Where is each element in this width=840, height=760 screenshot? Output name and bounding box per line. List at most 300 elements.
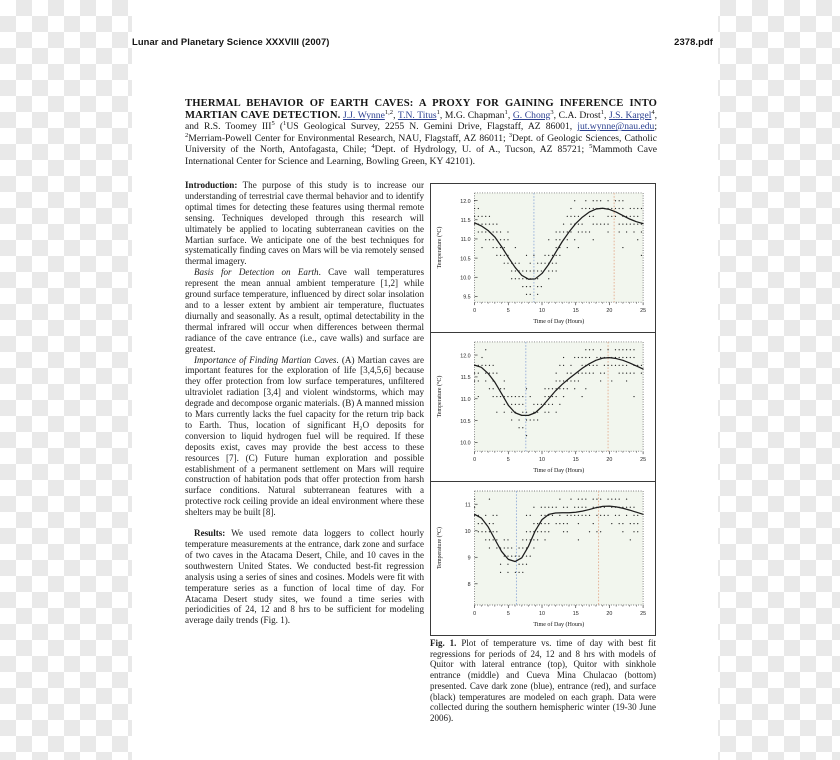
data-point xyxy=(544,388,545,389)
data-point xyxy=(511,278,512,279)
ytick-label-0: 10.0 xyxy=(460,440,471,447)
data-point xyxy=(504,404,505,405)
data-point xyxy=(626,349,627,350)
y-axis-label: Temperature (°C) xyxy=(436,375,443,418)
data-point xyxy=(607,499,608,500)
data-point xyxy=(622,208,623,209)
data-point xyxy=(633,349,634,350)
data-point xyxy=(578,539,579,540)
data-point xyxy=(485,365,486,366)
data-point xyxy=(626,357,627,358)
data-point xyxy=(478,396,479,397)
data-point xyxy=(637,224,638,225)
data-point xyxy=(600,349,601,350)
chart-svg-middle xyxy=(431,333,655,481)
data-point xyxy=(619,208,620,209)
data-point xyxy=(493,539,494,540)
data-point xyxy=(530,294,531,295)
data-point xyxy=(522,427,523,428)
data-point xyxy=(537,263,538,264)
y-axis-label: Temperature (°C) xyxy=(436,226,443,269)
author-sup-5: 1 xyxy=(600,108,604,116)
data-point xyxy=(526,556,527,557)
data-point xyxy=(552,396,553,397)
affiliation-2: Merriam-Powell Center for Environmental Research, NAU, Flagstaff, AZ 86011; xyxy=(188,132,506,144)
data-point xyxy=(533,270,534,271)
data-point xyxy=(533,255,534,256)
data-point xyxy=(619,365,620,366)
data-point xyxy=(578,216,579,217)
xtick-label-4: 20 xyxy=(606,610,613,618)
chart-panel-top xyxy=(431,184,655,333)
author-link-wynne[interactable]: J.J. Wynne xyxy=(343,109,385,121)
ytick-label-2: 10.5 xyxy=(460,256,471,263)
data-point xyxy=(541,515,542,516)
data-point xyxy=(511,404,512,405)
data-point xyxy=(518,263,519,264)
data-point xyxy=(500,388,501,389)
data-point xyxy=(522,286,523,287)
data-point xyxy=(504,412,505,413)
heading-importance: Importance of Finding Martian Caves xyxy=(194,354,337,365)
affiliation-3: Dept. of Geologic Sciences, Catholic University of the North, Antofagasta, Chile; xyxy=(185,132,657,156)
xtick-label-0: 0 xyxy=(473,610,477,618)
data-point xyxy=(507,396,508,397)
data-point xyxy=(552,404,553,405)
data-point xyxy=(474,373,475,374)
data-point xyxy=(489,547,490,548)
data-point xyxy=(615,208,616,209)
aff-sup-1: 1 xyxy=(283,120,287,127)
data-point xyxy=(518,427,519,428)
data-point xyxy=(556,380,557,381)
data-point xyxy=(500,239,501,240)
data-point xyxy=(581,224,582,225)
xtick-label-1: 5 xyxy=(506,457,510,464)
data-point xyxy=(581,396,582,397)
data-point xyxy=(526,294,527,295)
paragraph-results xyxy=(185,528,424,626)
text-results: We used remote data loggers to collect hourly temperature measurements at the entrance, dark zone and surface of two caves in the Atacama Desert, Chile, and 10 caves in the southwestern United States. We conducted best-fit regression analysis using a series of sines and cosines. Models were fit with temperature series as a function of local time of day. For Atacama Desert study sites, we found a time series with periodicities of 24, 12 and 8 hrs to be sufficient for modeling average daily trends (Fig. 1). xyxy=(185,528,424,626)
data-point xyxy=(530,263,531,264)
data-point xyxy=(559,404,560,405)
figure-1 xyxy=(430,183,656,636)
data-point xyxy=(511,396,512,397)
chart-svg-top xyxy=(431,184,655,332)
data-point xyxy=(544,531,545,532)
xtick-label-2: 10 xyxy=(539,308,545,315)
data-point xyxy=(533,507,534,508)
data-point xyxy=(478,216,479,217)
data-point xyxy=(500,255,501,256)
data-point xyxy=(630,539,631,540)
ytick-label-2: 10 xyxy=(464,529,471,536)
data-point xyxy=(622,531,623,532)
data-point xyxy=(637,515,638,516)
data-point xyxy=(637,239,638,240)
data-point xyxy=(563,531,564,532)
ytick-label-3: 11 xyxy=(465,502,471,509)
data-point xyxy=(622,373,623,374)
author-toomey: R.S. Toomey III xyxy=(203,121,272,133)
data-point xyxy=(544,523,545,524)
document-page xyxy=(132,0,718,760)
data-point xyxy=(515,572,516,573)
xtick-label-3: 15 xyxy=(572,457,579,464)
data-point xyxy=(581,365,582,366)
data-point xyxy=(600,373,601,374)
data-point xyxy=(581,507,582,508)
data-point xyxy=(578,357,579,358)
data-point xyxy=(567,507,568,508)
data-point xyxy=(559,255,560,256)
author-link-chong[interactable]: G. Chong xyxy=(512,109,551,121)
data-point xyxy=(633,224,634,225)
xtick-label-1: 5 xyxy=(506,308,510,315)
data-point xyxy=(518,419,519,420)
data-point xyxy=(563,380,564,381)
xtick-label-0: 0 xyxy=(473,308,477,315)
data-point xyxy=(619,231,620,232)
data-point xyxy=(585,200,586,201)
data-point xyxy=(530,396,531,397)
data-point xyxy=(585,349,586,350)
paper-title: THERMAL BEHAVIOR OF EARTH CAVES: A PROXY FOR GAINING INFERENCE INTO MARTIAN CAVE DETECTION. xyxy=(185,98,657,121)
data-point xyxy=(570,499,571,500)
data-point xyxy=(611,365,612,366)
data-point xyxy=(619,373,620,374)
data-point xyxy=(626,515,627,516)
data-point xyxy=(489,224,490,225)
data-point xyxy=(585,499,586,500)
data-point xyxy=(507,556,508,557)
data-point xyxy=(504,380,505,381)
data-point xyxy=(581,208,582,209)
data-point xyxy=(478,531,479,532)
data-point xyxy=(574,507,575,508)
author-link-kargel[interactable]: J.S. Kargel xyxy=(608,109,652,121)
data-point xyxy=(596,357,597,358)
data-point xyxy=(530,531,531,532)
data-point xyxy=(548,404,549,405)
data-point xyxy=(511,270,512,271)
data-point xyxy=(559,239,560,240)
data-point xyxy=(537,404,538,405)
data-point xyxy=(526,286,527,287)
data-point xyxy=(641,373,642,374)
data-point xyxy=(581,515,582,516)
data-point xyxy=(607,224,608,225)
aff-sup-4: 4 xyxy=(371,143,375,151)
data-point xyxy=(552,388,553,389)
data-point xyxy=(485,349,486,350)
data-point xyxy=(544,507,545,508)
author-email-link[interactable]: jut.wynne@nau.edu xyxy=(577,121,655,133)
data-point xyxy=(504,547,505,548)
data-point xyxy=(637,208,638,209)
data-point xyxy=(574,216,575,217)
data-point xyxy=(507,231,508,232)
data-point xyxy=(600,515,601,516)
data-point xyxy=(481,216,482,217)
xtick-label-5: 25 xyxy=(640,308,647,315)
data-point xyxy=(559,380,560,381)
data-point xyxy=(518,278,519,279)
data-point xyxy=(489,388,490,389)
data-point xyxy=(526,531,527,532)
data-point xyxy=(574,380,575,381)
data-point xyxy=(567,239,568,240)
data-point xyxy=(585,357,586,358)
data-point xyxy=(544,515,545,516)
data-point xyxy=(581,373,582,374)
data-point xyxy=(596,365,597,366)
data-point xyxy=(507,547,508,548)
data-point xyxy=(556,396,557,397)
data-point xyxy=(537,523,538,524)
data-point xyxy=(533,547,534,548)
xtick-label-3: 15 xyxy=(572,610,579,618)
data-point xyxy=(537,419,538,420)
data-point xyxy=(589,531,590,532)
ytick-label-3: 11.5 xyxy=(460,375,471,382)
data-point xyxy=(641,255,642,256)
data-point xyxy=(511,556,512,557)
affiliation-4: Dept. of Hydrology, U. of A., Tucson, AZ 85721; xyxy=(374,144,585,156)
data-point xyxy=(615,365,616,366)
data-point xyxy=(574,239,575,240)
data-point xyxy=(556,263,557,264)
data-point xyxy=(593,373,594,374)
data-point xyxy=(570,216,571,217)
data-point xyxy=(530,419,531,420)
data-point xyxy=(589,365,590,366)
data-point xyxy=(544,539,545,540)
author-chapman: M.G. Chapman xyxy=(444,109,505,121)
data-point xyxy=(563,231,564,232)
data-point xyxy=(578,231,579,232)
affiliation-5: Mammoth Cave International Center for Science and Learning, Bowling Green, KY 42101). xyxy=(185,144,658,167)
data-point xyxy=(567,231,568,232)
data-point xyxy=(485,531,486,532)
data-point xyxy=(607,231,608,232)
data-point xyxy=(526,435,527,436)
data-point xyxy=(518,564,519,565)
figure-caption xyxy=(430,638,656,724)
data-point xyxy=(478,373,479,374)
data-point xyxy=(607,216,608,217)
data-point xyxy=(493,365,494,366)
data-point xyxy=(533,539,534,540)
data-point xyxy=(500,564,501,565)
data-point xyxy=(496,396,497,397)
data-point xyxy=(522,547,523,548)
data-point xyxy=(507,263,508,264)
data-point xyxy=(489,539,490,540)
data-point xyxy=(522,564,523,565)
data-point xyxy=(630,373,631,374)
data-point xyxy=(578,499,579,500)
data-point xyxy=(604,373,605,374)
body-left-column xyxy=(185,180,424,626)
data-point xyxy=(596,224,597,225)
data-point xyxy=(559,523,560,524)
data-point xyxy=(619,224,620,225)
data-point xyxy=(559,365,560,366)
text-basis: . Cave wall temperatures represent the mean annual ambient temperature [1,2] while ground surface temperature, influenced by direct solar insolation and to a lesser extent by ambient air temperature, fluctuates diurnally and seasonally. As a result, optimal detectability in the thermal infrared will occur when differences between thermal radiance of the cave entrance (i.e., cave walls) and surface are greatest. xyxy=(185,267,424,354)
data-point xyxy=(481,224,482,225)
heading-results: Results: xyxy=(194,528,226,539)
aff-sup-5: 5 xyxy=(589,143,593,151)
data-point xyxy=(563,523,564,524)
data-point xyxy=(474,216,475,217)
data-point xyxy=(544,412,545,413)
data-point xyxy=(518,396,519,397)
data-point xyxy=(500,231,501,232)
data-point xyxy=(585,388,586,389)
caption-label: Fig. 1. xyxy=(430,638,457,648)
data-point xyxy=(570,380,571,381)
data-point xyxy=(559,388,560,389)
data-point xyxy=(581,231,582,232)
data-point xyxy=(630,216,631,217)
data-point xyxy=(630,507,631,508)
data-point xyxy=(485,224,486,225)
paragraph-basis xyxy=(185,267,424,354)
data-point xyxy=(600,200,601,201)
data-point xyxy=(611,499,612,500)
xtick-label-5: 25 xyxy=(640,610,647,618)
data-point xyxy=(633,357,634,358)
data-point xyxy=(518,572,519,573)
ytick-label-0: 8 xyxy=(467,582,471,589)
data-point xyxy=(619,523,620,524)
data-point xyxy=(541,507,542,508)
data-point xyxy=(548,255,549,256)
data-point xyxy=(504,255,505,256)
authors-affiliations: J.J. Wynne$^{1,2}$, T.N. Titus$^1$, M.G. Chapman$^1$, G. Chong$^3$, C.A. Drost$^1$, J.S. Kargel$^4$, and R.S. Toomey III$^5$ ($^1$US Geological Survey, 2255 N. Gemini Drive, Flagstaff, AZ 86001, jut.wynne@nau.edu; $^2$Merriam-Powell Center for Environmental Research, NAU, Flagstaff, AZ 86011; $^3$Dept. of Geologic Sciences, Catholic University of the North, Antofagasta, Chile; $^4$Dept. of Hydrology, U. of A., Tucson, AZ 85721; $^5$Mammoth Cave International Center for Science and Learning, Bowling Green, KY 42101). xyxy=(185,108,658,167)
ytick-label-2: 11.0 xyxy=(460,397,471,404)
data-point xyxy=(581,499,582,500)
ytick-label-5: 12.0 xyxy=(460,198,471,205)
ytick-label-1: 9 xyxy=(467,555,471,562)
ytick-label-4: 11.5 xyxy=(460,218,471,225)
data-point xyxy=(493,247,494,248)
data-point xyxy=(541,286,542,287)
data-point xyxy=(615,515,616,516)
data-point xyxy=(570,365,571,366)
xtick-label-2: 10 xyxy=(539,610,545,618)
ytick-label-1: 10.0 xyxy=(460,275,471,282)
data-point xyxy=(537,539,538,540)
data-point xyxy=(600,380,601,381)
data-point xyxy=(522,270,523,271)
data-point xyxy=(596,531,597,532)
data-point xyxy=(593,208,594,209)
data-point xyxy=(515,396,516,397)
data-point xyxy=(578,507,579,508)
data-point xyxy=(515,263,516,264)
data-point xyxy=(496,224,497,225)
data-point xyxy=(611,523,612,524)
data-point xyxy=(548,239,549,240)
data-point xyxy=(626,380,627,381)
data-point xyxy=(556,523,557,524)
data-point xyxy=(518,404,519,405)
plot-background xyxy=(475,342,643,451)
affiliation-1: US Geological Survey, 2255 N. Gemini Drive, Flagstaff, AZ 86001, xyxy=(286,121,573,133)
data-point xyxy=(496,255,497,256)
data-point xyxy=(567,523,568,524)
data-point xyxy=(563,507,564,508)
data-point xyxy=(570,208,571,209)
heading-introduction: Introduction: xyxy=(185,180,238,190)
y-axis-label: Temperature (°C) xyxy=(436,526,443,570)
author-sup-3: 1 xyxy=(504,108,508,116)
data-point xyxy=(607,200,608,201)
data-point xyxy=(515,247,516,248)
data-point xyxy=(578,523,579,524)
data-point xyxy=(626,373,627,374)
data-point xyxy=(526,388,527,389)
data-point xyxy=(615,349,616,350)
data-point xyxy=(515,404,516,405)
data-point xyxy=(548,388,549,389)
author-link-titus[interactable]: T.N. Titus xyxy=(397,109,437,121)
x-axis-label: Time of Day (Hours) xyxy=(533,319,585,326)
data-point xyxy=(481,523,482,524)
data-point xyxy=(541,531,542,532)
data-point xyxy=(578,515,579,516)
author-sup-1: 1,2 xyxy=(384,108,394,116)
data-point xyxy=(530,515,531,516)
data-point xyxy=(478,523,479,524)
data-point xyxy=(526,539,527,540)
data-point xyxy=(607,515,608,516)
data-point xyxy=(589,231,590,232)
data-point xyxy=(541,523,542,524)
data-point xyxy=(633,373,634,374)
data-point xyxy=(626,499,627,500)
data-point xyxy=(607,349,608,350)
data-point xyxy=(567,531,568,532)
running-header xyxy=(132,36,718,50)
paragraph-introduction xyxy=(185,180,424,267)
data-point xyxy=(507,539,508,540)
text-introduction: The purpose of this study is to increase our understanding of terrestrial cave thermal behavior and to identify optimal times for detecting these features using thermal remote sensing. Techniques developed through this research will ultimately be applied to locating subterranean cavities on the Martian surface. We anticipate one of the best techniques for systematically finding caves on Mars will be via remotely sensed thermal imagery. xyxy=(185,180,424,267)
data-point xyxy=(585,373,586,374)
data-point xyxy=(526,255,527,256)
data-point xyxy=(630,523,631,524)
data-point xyxy=(533,523,534,524)
data-point xyxy=(522,412,523,413)
data-point xyxy=(552,263,553,264)
data-point xyxy=(474,380,475,381)
data-point xyxy=(593,349,594,350)
data-point xyxy=(522,396,523,397)
data-point xyxy=(593,523,594,524)
data-point xyxy=(537,531,538,532)
data-point xyxy=(500,572,501,573)
data-point xyxy=(526,564,527,565)
data-point xyxy=(485,239,486,240)
data-point xyxy=(593,499,594,500)
data-point xyxy=(504,539,505,540)
data-point xyxy=(559,499,560,500)
data-point xyxy=(493,531,494,532)
author-sup-2: 1 xyxy=(436,108,440,116)
header-file-id: 2378.pdf xyxy=(674,36,713,47)
